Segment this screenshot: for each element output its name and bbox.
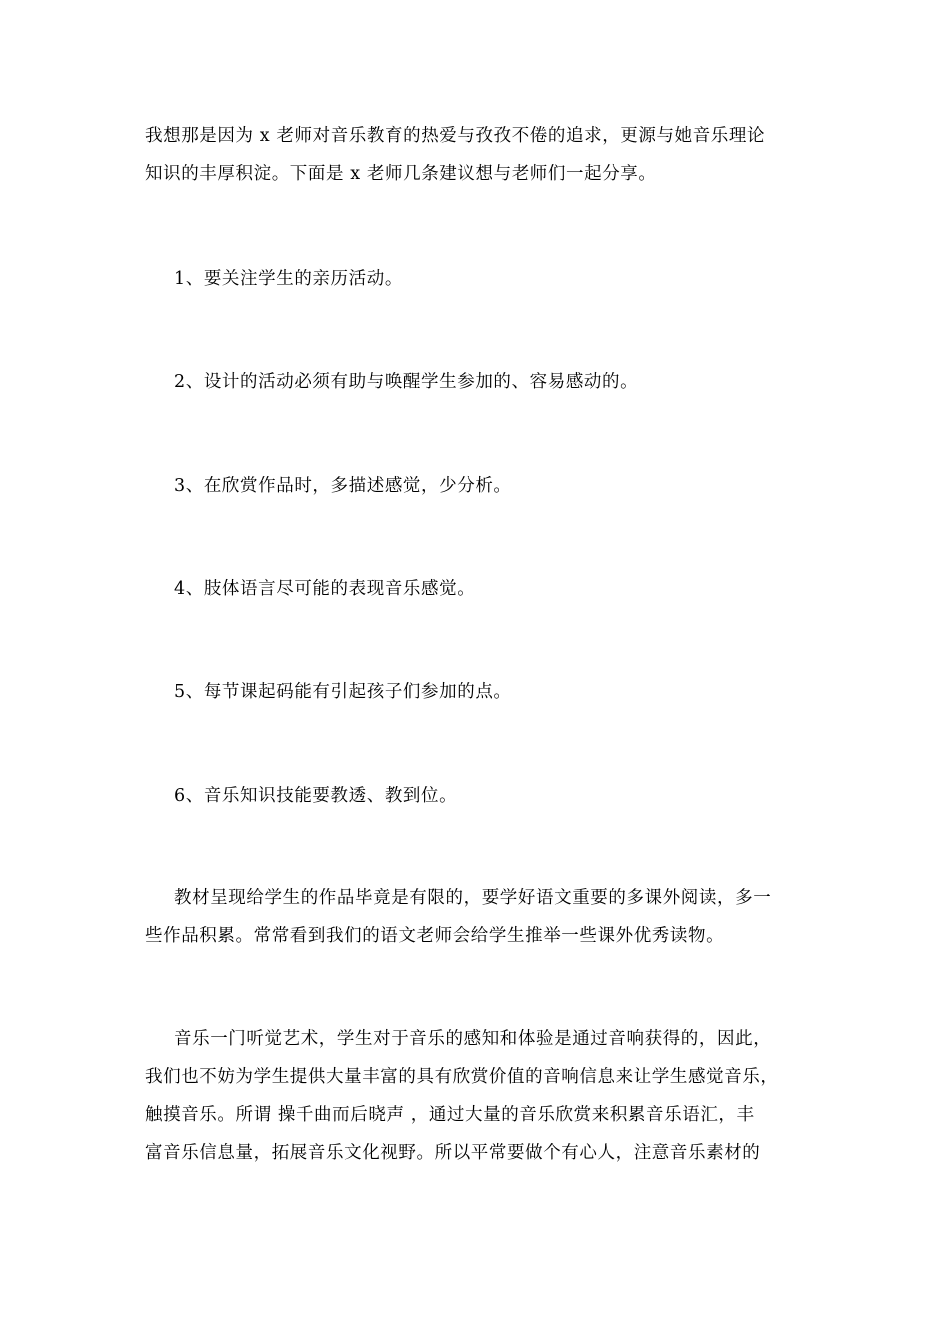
- list-item: 4、肢体语言尽可能的表现音乐感觉。: [174, 579, 476, 599]
- paragraph-line: 些作品积累。常常看到我们的语文老师会给学生推举一些课外优秀读物。: [145, 926, 725, 946]
- list-item: 6、音乐知识技能要教透、教到位。: [174, 786, 458, 806]
- paragraph-line: 知识的丰厚积淀。下面是 x 老师几条建议想与老师们一起分享。: [145, 164, 657, 184]
- paragraph-line: 教材呈现给学生的作品毕竟是有限的，要学好语文重要的多课外阅读，多一: [174, 888, 772, 908]
- paragraph-line: 触摸音乐。所谓 操千曲而后晓声 ，通过大量的音乐欣赏来积累音乐语汇，丰: [145, 1105, 755, 1125]
- paragraph-line: 音乐一门听觉艺术，学生对于音乐的感知和体验是通过音响获得的，因此，: [174, 1029, 772, 1049]
- list-item: 5、每节课起码能有引起孩子们参加的点。: [174, 682, 512, 702]
- list-item: 3、在欣赏作品时，多描述感觉，少分析。: [174, 476, 512, 496]
- paragraph-line: 我们也不妨为学生提供大量丰富的具有欣赏价值的音响信息来让学生感觉音乐，: [145, 1067, 779, 1087]
- list-item: 1、要关注学生的亲历活动。: [174, 269, 403, 289]
- list-item: 2、设计的活动必须有助与唤醒学生参加的、容易感动的。: [174, 372, 639, 392]
- paragraph-line: 我想那是因为 x 老师对音乐教育的热爱与孜孜不倦的追求，更源与她音乐理论: [145, 126, 766, 146]
- paragraph-line: 富音乐信息量，拓展音乐文化视野。所以平常要做个有心人，注意音乐素材的: [145, 1143, 761, 1163]
